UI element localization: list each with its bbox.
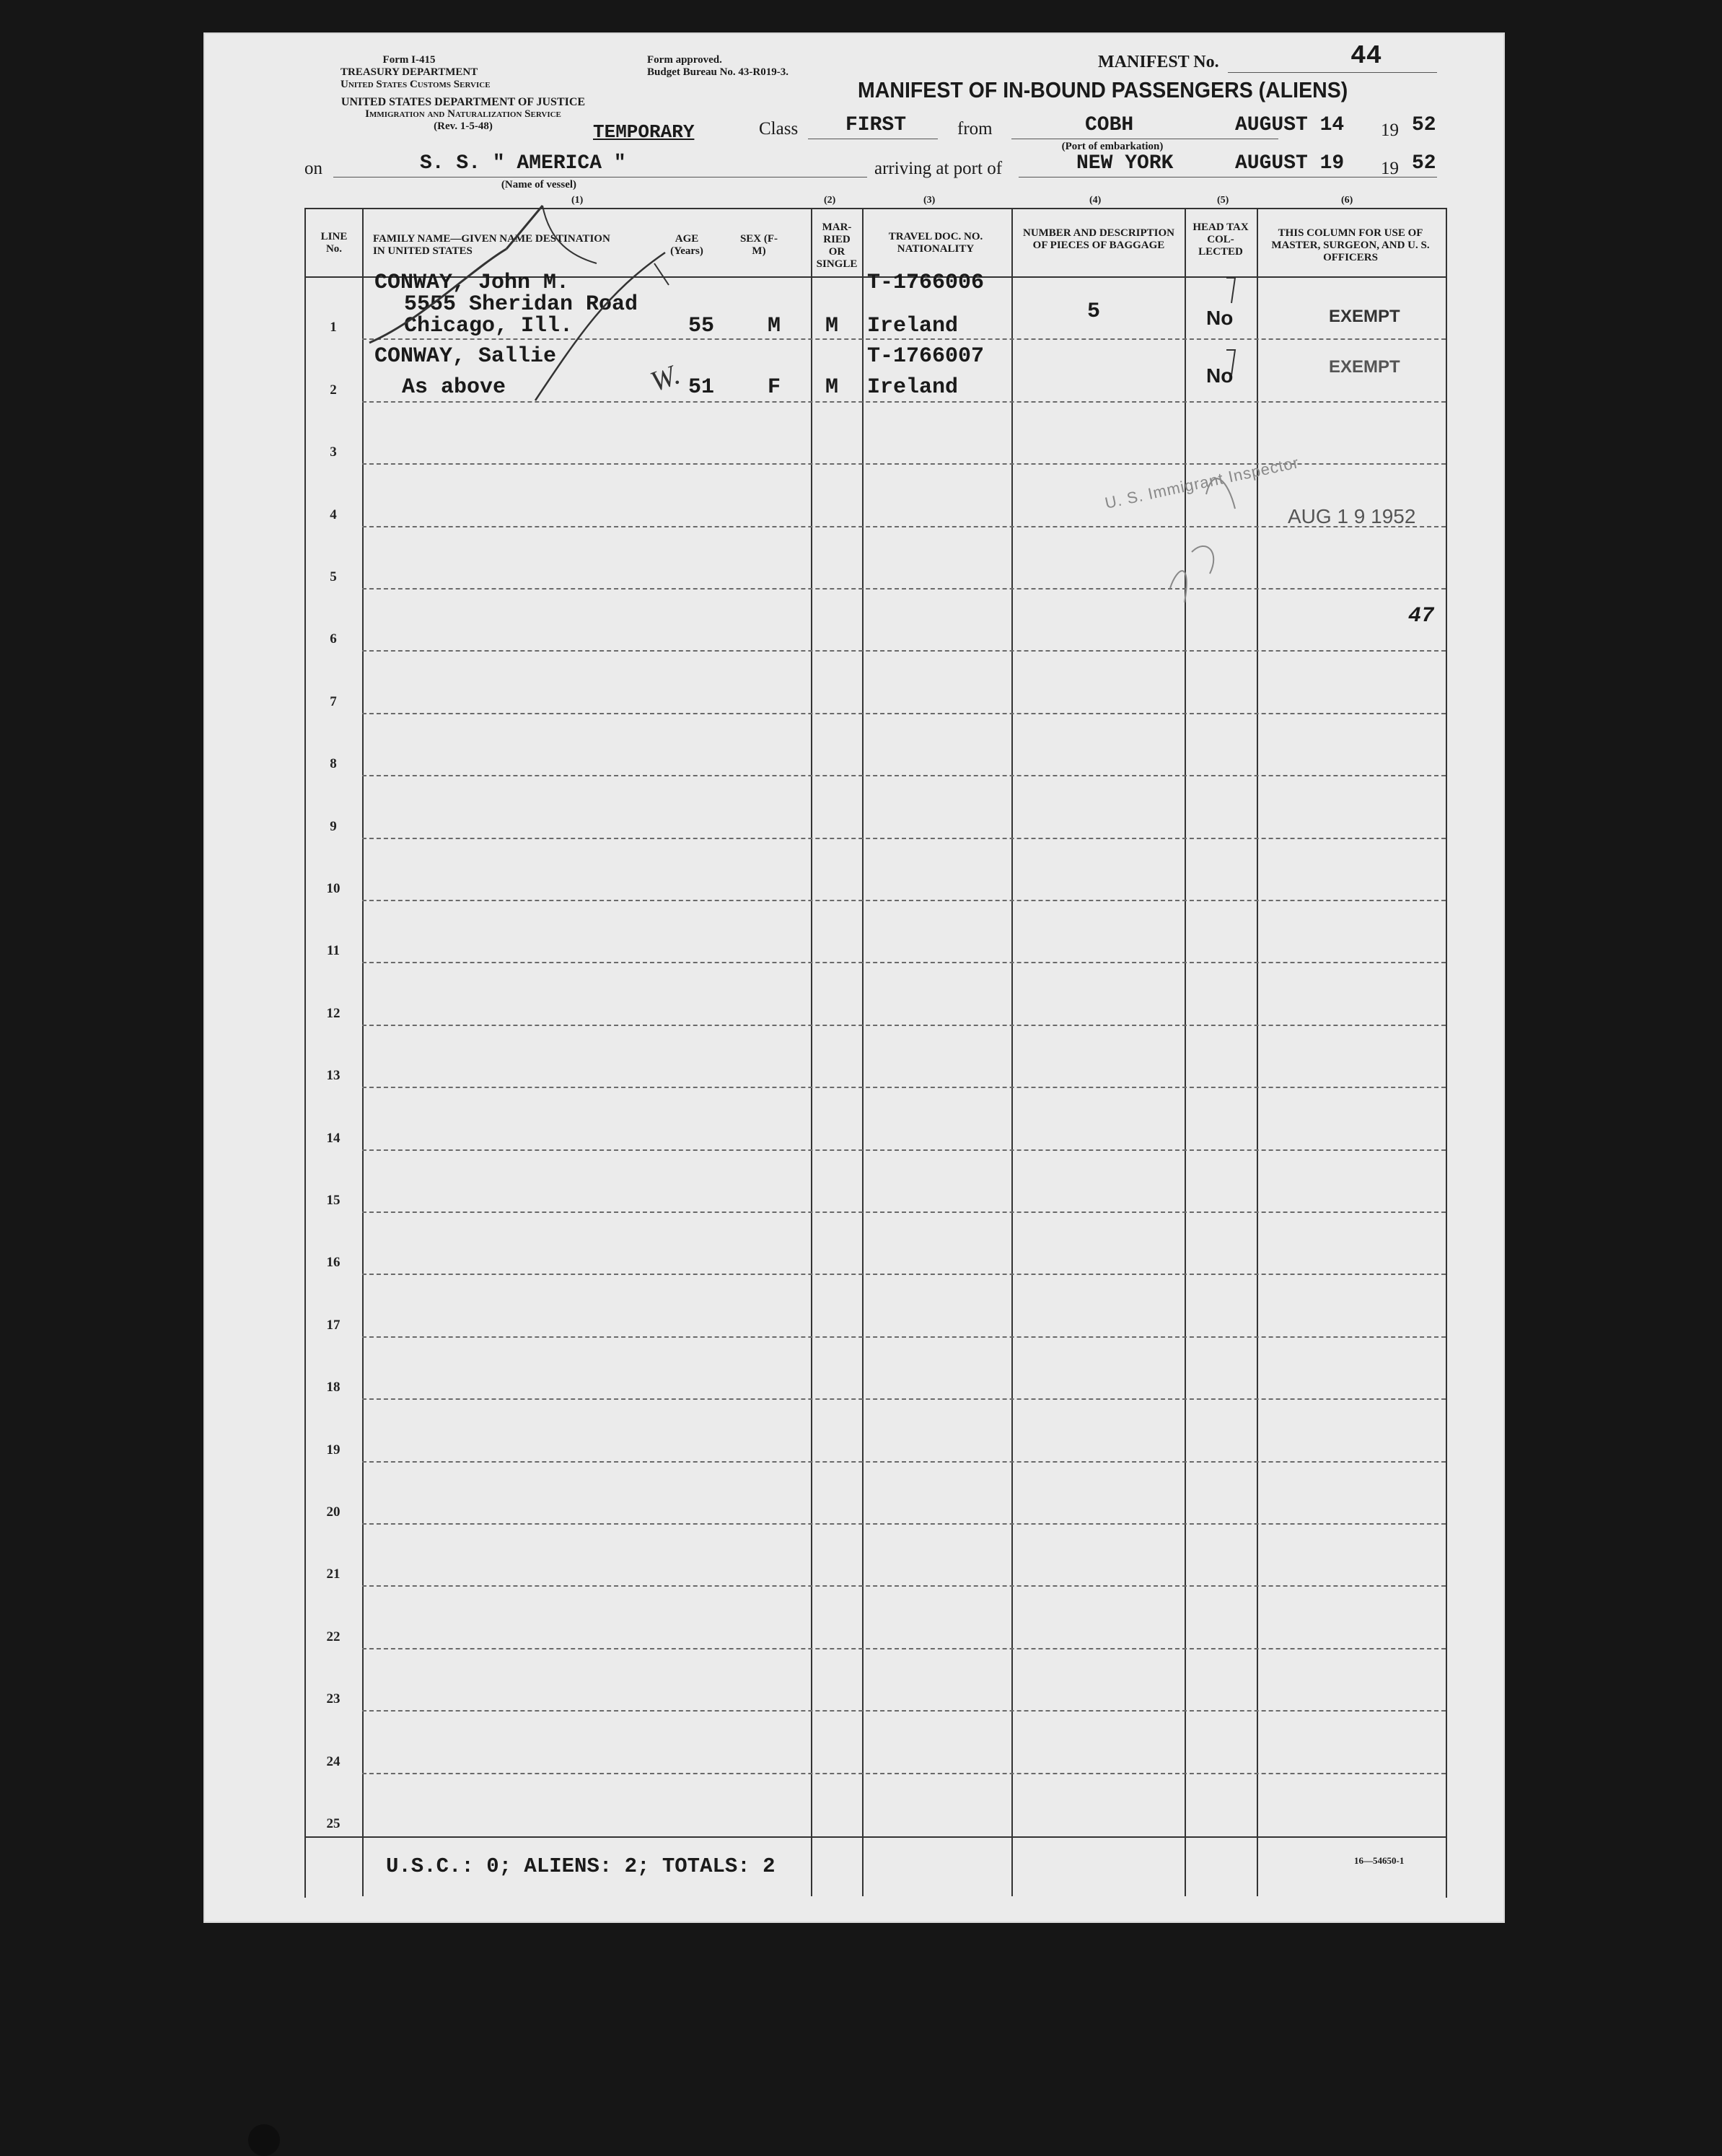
passenger-nationality: Ireland bbox=[867, 314, 959, 338]
line-number: 11 bbox=[327, 943, 340, 959]
line-number: 24 bbox=[326, 1753, 341, 1769]
handwriting-marks bbox=[203, 32, 1505, 1923]
passenger-married: M bbox=[825, 375, 839, 400]
passenger-age: 55 bbox=[688, 314, 715, 338]
col-num-2: (2) bbox=[824, 195, 836, 206]
line-number: 9 bbox=[330, 818, 337, 834]
departure-year: 52 bbox=[1412, 114, 1436, 136]
col-num-6: (6) bbox=[1341, 195, 1353, 206]
port-embarkation: COBH bbox=[1085, 114, 1134, 136]
totals-line: U.S.C.: 0; ALIENS: 2; TOTALS: 2 bbox=[386, 1854, 776, 1878]
col-num-1: (1) bbox=[571, 195, 584, 206]
line-number: 18 bbox=[326, 1380, 341, 1395]
line-number: 17 bbox=[326, 1317, 341, 1333]
line-number: 21 bbox=[326, 1566, 341, 1582]
departure-date: AUGUST 14 bbox=[1235, 114, 1345, 136]
port-embark-caption: (Port of embarkation) bbox=[1061, 141, 1164, 152]
punch-hole bbox=[248, 2124, 280, 2156]
manifest-page bbox=[203, 32, 1505, 1923]
form-code: 16—54650-1 bbox=[1354, 1855, 1405, 1866]
line-number: 25 bbox=[326, 1816, 341, 1831]
col-header-travel-doc: TRAVEL DOC. NO. NATIONALITY bbox=[888, 231, 983, 255]
passenger-married: M bbox=[825, 314, 839, 338]
manifest-no-label: MANIFEST No. bbox=[1098, 53, 1219, 71]
col-header-name: FAMILY NAME—GIVEN NAME DESTINATION IN UNITED STATES bbox=[373, 233, 610, 257]
col-header-head-tax: HEAD TAX COL-LECTED bbox=[1192, 222, 1249, 258]
line-number: 19 bbox=[326, 1442, 341, 1458]
year-prefix-2: 19 bbox=[1381, 159, 1399, 178]
passenger-sex: F bbox=[768, 375, 781, 400]
passenger-address: 5555 Sheridan Road bbox=[404, 292, 638, 317]
line-number: 4 bbox=[330, 507, 337, 522]
line-number: 6 bbox=[330, 631, 337, 647]
col-num-5: (5) bbox=[1217, 195, 1229, 206]
passenger-baggage: 5 bbox=[1087, 299, 1101, 324]
page-title: MANIFEST OF IN-BOUND PASSENGERS (ALIENS) bbox=[858, 77, 1348, 102]
arrival-year: 52 bbox=[1412, 152, 1436, 175]
page-number: 47 bbox=[1408, 604, 1435, 628]
line-number: 15 bbox=[326, 1193, 341, 1208]
line-number: 2 bbox=[330, 382, 337, 398]
line-number: 23 bbox=[326, 1691, 341, 1707]
passenger-age: 51 bbox=[688, 375, 715, 400]
stamp-date: AUG 1 9 1952 bbox=[1288, 505, 1416, 527]
passenger-travel-doc: T-1766007 bbox=[867, 344, 985, 369]
passenger-address: As above bbox=[402, 375, 506, 400]
head-tax-value: No bbox=[1206, 307, 1234, 329]
manifest-number: 44 bbox=[1350, 41, 1382, 71]
col-header-baggage: NUMBER AND DESCRIPTION OF PIECES OF BAGGAGE bbox=[1022, 227, 1175, 251]
class-label: Class bbox=[759, 119, 799, 139]
line-number: 1 bbox=[330, 320, 337, 336]
line-number: 10 bbox=[326, 881, 341, 896]
col-num-4: (4) bbox=[1089, 195, 1102, 206]
passenger-travel-doc: T-1766006 bbox=[867, 271, 985, 295]
class-value: FIRST bbox=[845, 114, 907, 136]
approval-block: Form approved. Budget Bureau No. 43-R019-3. bbox=[647, 54, 788, 78]
line-number: 7 bbox=[330, 693, 337, 709]
year-prefix-1: 19 bbox=[1381, 120, 1399, 140]
line-number: 13 bbox=[326, 1068, 341, 1084]
inspector-stamp: U. S. Immigrant Inspector bbox=[1103, 453, 1301, 512]
col-header-line-no: LINE No. bbox=[320, 231, 348, 255]
form-block: Form I-415 TREASURY DEPARTMENT United States Customs Service bbox=[341, 54, 491, 90]
col-header-married: MAR-RIED OR SINGLE bbox=[816, 222, 858, 270]
from-label: from bbox=[957, 119, 993, 139]
vessel-name: S. S. " AMERICA " bbox=[420, 152, 626, 175]
line-number: 3 bbox=[330, 444, 337, 460]
passenger-name: CONWAY, Sallie bbox=[374, 344, 557, 369]
arrival-date: AUGUST 19 bbox=[1235, 152, 1345, 175]
on-label: on bbox=[304, 159, 322, 178]
passenger-address: Chicago, Ill. bbox=[404, 314, 574, 338]
officer-note: EXEMPT bbox=[1329, 307, 1400, 326]
passenger-name: CONWAY, John M. bbox=[374, 271, 570, 295]
line-number: 8 bbox=[330, 756, 337, 772]
col-header-officers: THIS COLUMN FOR USE OF MASTER, SURGEON, AND U. S. OFFICERS bbox=[1271, 227, 1430, 263]
passenger-sex: M bbox=[768, 314, 781, 338]
col-header-age: AGE (Years) bbox=[670, 233, 703, 257]
head-tax-value: No bbox=[1206, 364, 1234, 387]
officer-note: EXEMPT bbox=[1329, 357, 1400, 377]
line-number: 14 bbox=[326, 1130, 341, 1146]
arriving-label: arriving at port of bbox=[874, 159, 1003, 178]
passenger-nationality: Ireland bbox=[867, 375, 959, 400]
line-number: 5 bbox=[330, 569, 337, 584]
vessel-caption: (Name of vessel) bbox=[501, 179, 577, 190]
col-num-3: (3) bbox=[923, 195, 936, 206]
handwriting-mark-w: W. bbox=[646, 357, 685, 398]
col-header-sex: SEX (F-M) bbox=[739, 233, 778, 257]
line-number: 22 bbox=[326, 1629, 341, 1644]
line-number: 12 bbox=[326, 1005, 341, 1021]
justice-block: UNITED STATES DEPARTMENT OF JUSTICE Immigration and Naturalization Service (Rev. 1-5-48) bbox=[341, 96, 586, 132]
port-arrival: NEW YORK bbox=[1076, 152, 1174, 175]
line-number: 16 bbox=[326, 1255, 341, 1271]
status-temporary: TEMPORARY bbox=[593, 121, 695, 143]
line-number: 20 bbox=[326, 1504, 341, 1520]
